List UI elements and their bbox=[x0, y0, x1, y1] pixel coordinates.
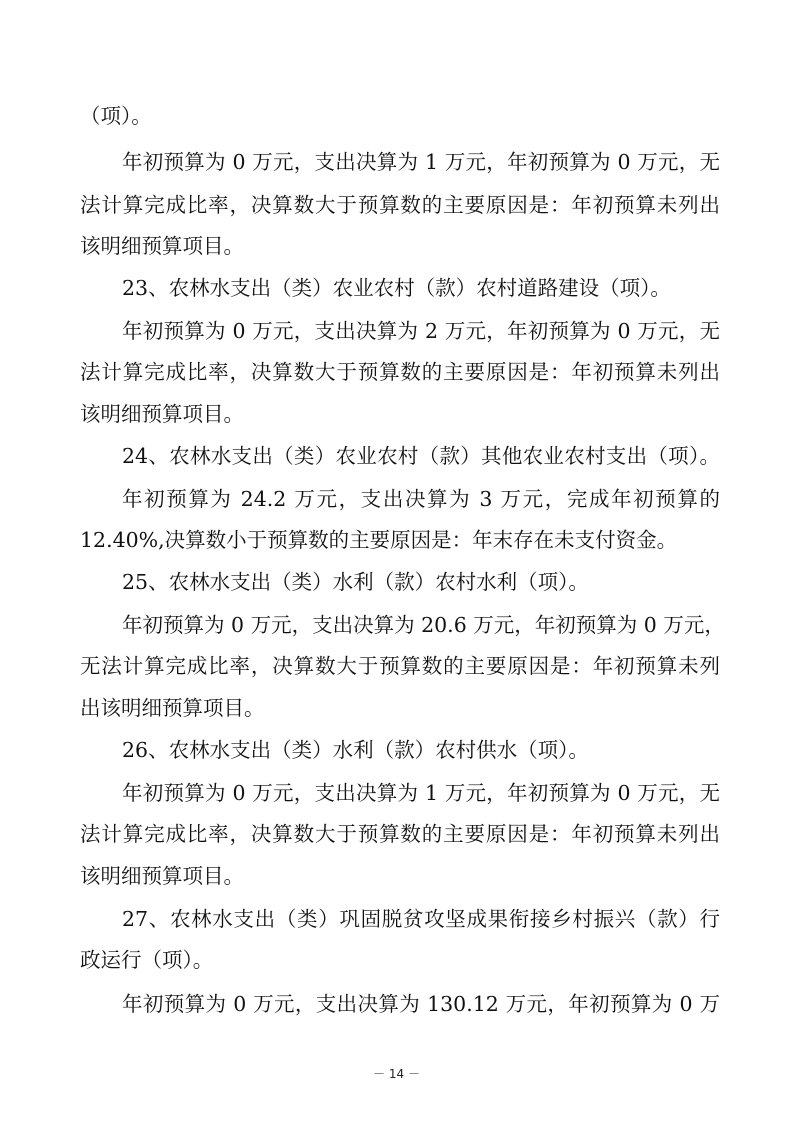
item-heading-continued: 政运行（项）。 bbox=[80, 948, 214, 972]
body-line: 该明细预算项目。 bbox=[80, 864, 244, 888]
item-heading: 27、农林水支出（类）巩固脱贫攻坚成果衔接乡村振兴（款）行 bbox=[122, 907, 720, 931]
body-line: 该明细预算项目。 bbox=[80, 234, 244, 258]
item-heading: 24、农林水支出（类）农业农村（款）其他农业农村支出（项）。 bbox=[122, 444, 720, 468]
item-heading: 25、农林水支出（类）水利（款）农村水利（项）。 bbox=[122, 570, 589, 594]
body-line: 法计算完成比率，决算数大于预算数的主要原因是：年初预算未列出 bbox=[80, 193, 720, 217]
body-line: 年初预算为 0 万元，支出决算为 1 万元，年初预算为 0 万元，无 bbox=[122, 150, 720, 174]
page-number: － 14 － bbox=[373, 1067, 420, 1081]
body-line: 12.40%,决算数小于预算数的主要原因是：年末存在未支付资金。 bbox=[80, 528, 678, 552]
body-line: 年初预算为 0 万元，支出决算为 2 万元，年初预算为 0 万元，无 bbox=[122, 319, 720, 343]
body-line: 年初预算为 0 万元，支出决算为 1 万元，年初预算为 0 万元，无 bbox=[122, 781, 720, 805]
body-line: 出该明细预算项目。 bbox=[80, 696, 265, 720]
body-line: 年初预算为 0 万元，支出决算为 130.12 万元，年初预算为 0 万 bbox=[122, 992, 720, 1016]
body-line: 法计算完成比率，决算数大于预算数的主要原因是：年初预算未列出 bbox=[80, 822, 720, 846]
body-line: 年初预算为 0 万元，支出决算为 20.6 万元，年初预算为 0 万元， bbox=[122, 613, 725, 637]
item-heading: 26、农林水支出（类）水利（款）农村供水（项）。 bbox=[122, 738, 589, 762]
body-line: 年初预算为 24.2 万元，支出决算为 3 万元，完成年初预算的 bbox=[122, 487, 720, 511]
body-line: 该明细预算项目。 bbox=[80, 402, 244, 426]
item-heading: 23、农林水支出（类）农业农村（款）农村道路建设（项）。 bbox=[122, 276, 671, 300]
body-line: 无法计算完成比率，决算数大于预算数的主要原因是：年初预算未列 bbox=[80, 654, 720, 678]
body-line: （项）。 bbox=[80, 104, 152, 128]
body-line: 法计算完成比率，决算数大于预算数的主要原因是：年初预算未列出 bbox=[80, 360, 720, 384]
